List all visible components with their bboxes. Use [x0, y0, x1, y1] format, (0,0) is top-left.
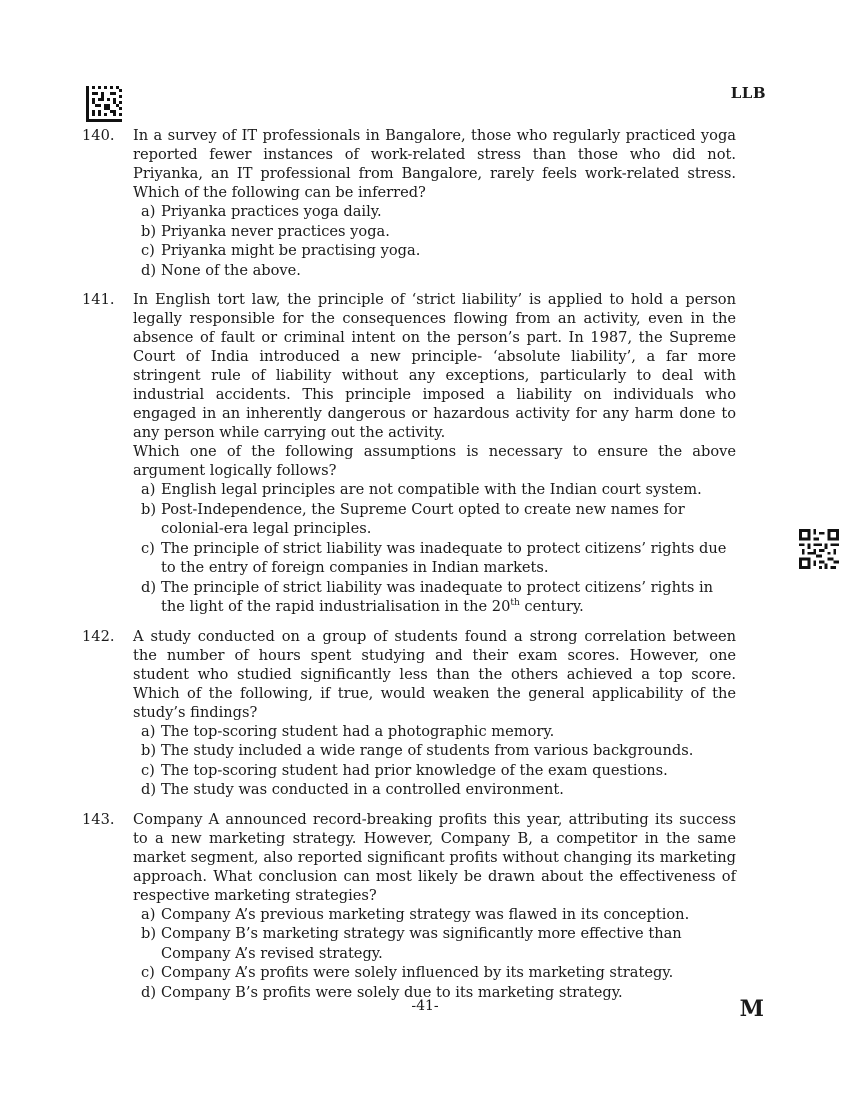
option-text: The top-scoring student had prior knowledge of the exam questions. — [161, 761, 668, 779]
option-c[interactable]: c) The principle of strict liability was inadequate to protect citizens’ rights due to the entry of foreign companies in Indian markets. — [141, 539, 727, 576]
option-b[interactable]: b) The study included a wide range of students from various backgrounds. — [141, 742, 694, 759]
option-text: Company B’s marketing strategy was significantly more effective than Company A’s revised strategy. — [161, 925, 682, 962]
option-c[interactable]: c) Company A’s profits were solely influenced by its marketing strategy. — [141, 964, 674, 981]
option-b[interactable]: b) Priyanka never practices yoga. — [141, 222, 390, 240]
qr-code-icon — [799, 529, 839, 569]
question-number: 142. — [82, 627, 115, 645]
question-text: A study conducted on a group of students found a strong correlation between the number of hours spent studying and their exam scores. However, one student who studied significantly less than the others achieved a top score. Which of the following, if true, would weaken the general applicability of the study’s findings? — [133, 627, 736, 721]
option-text: The principle of strict liability was inadequate to protect citizens’ rights in the light of the rapid industrialisation in the 20 — [161, 578, 714, 615]
option-a[interactable]: a) Company A’s previous marketing strategy was flawed in its conception. — [141, 905, 690, 923]
option-d[interactable]: d) The principle of strict liability was inadequate to protect citizens’ rights in the light of the rapid industrialisation in the 20th century. — [141, 578, 714, 615]
question-text: In English tort law, the principle of ‘strict liability’ is applied to hold a person legally responsible for the consequences flowing from an activity, even in the absence of fault or criminal intent on the person’s part. In 1987, the Supreme Court of India introduced a new principle- ‘absolute liability’, a far more stringent rule of liability without any exceptions, particularly to deal with industrial accidents. This principle imposed a liability on individuals who engaged in an inherently dangerous or hazardous activity for any harm done to any person while carrying out the activity. — [133, 291, 736, 441]
option-list — [133, 480, 736, 617]
option-text: Priyanka practices yoga daily. — [161, 203, 382, 220]
option-text: Company B’s profits were solely due to its marketing strategy. — [161, 983, 623, 1001]
option-text: Company A’s previous marketing strategy was flawed in its conception. — [161, 905, 690, 923]
option-a[interactable]: a) The top-scoring student had a photographic memory. — [141, 722, 555, 740]
option-a[interactable]: a) English legal principles are not compatible with the Indian court system. — [141, 481, 702, 498]
set-code: M — [739, 996, 764, 1022]
question-142 — [82, 627, 736, 800]
question-143 — [82, 810, 736, 1003]
question-number: 141. — [82, 291, 115, 308]
option-text: English legal principles are not compatible with the Indian court system. — [161, 481, 702, 498]
option-d[interactable]: d) None of the above. — [141, 261, 301, 279]
question-text: In a survey of IT professionals in Bangalore, those who regularly practiced yoga reported fewer instances of work-related stress than those who did not. Priyanka, an IT professional from Bangalore, rarely feels work-related stress. Which of the following can be inferred? — [133, 127, 736, 201]
question-number: 143. — [82, 810, 115, 828]
option-a[interactable]: a) Priyanka practices yoga daily. — [141, 203, 382, 220]
option-text: The top-scoring student had a photographic memory. — [161, 722, 555, 740]
option-c[interactable]: c) Priyanka might be practising yoga. — [141, 242, 421, 259]
option-text: Post-Independence, the Supreme Court opted to create new names for colonial-era legal principles. — [161, 500, 685, 537]
option-b[interactable]: b) Post-Independence, the Supreme Court opted to create new names for colonial-era legal principles. — [141, 500, 685, 537]
option-c[interactable]: c) The top-scoring student had prior knowledge of the exam questions. — [141, 761, 668, 779]
question-text: Company A announced record-breaking profits this year, attributing its success to a new marketing strategy. However, Company B, a competitor in the same market segment, also reported significant profits without changing its marketing approach. What conclusion can most likely be drawn about the effectiveness of respective marketing strategies? — [133, 810, 736, 904]
option-list — [133, 722, 736, 800]
question-number: 140. — [82, 127, 115, 144]
question-140 — [82, 126, 736, 280]
option-text: The principle of strict liability was inadequate to protect citizens’ rights due to the entry of foreign companies in Indian markets. — [161, 539, 727, 576]
option-text: Priyanka never practices yoga. — [161, 222, 390, 240]
option-text: Company A’s profits were solely influenced by its marketing strategy. — [161, 964, 674, 981]
option-text-end: century. — [519, 598, 584, 615]
option-list — [133, 905, 736, 1003]
option-text: Priyanka might be practising yoga. — [161, 242, 421, 259]
option-list — [133, 202, 736, 280]
question-141 — [82, 290, 736, 617]
option-text: The study was conducted in a controlled environment. — [161, 781, 564, 798]
option-text: None of the above. — [161, 261, 301, 279]
question-prompt: Which one of the following assumptions is necessary to ensure the above argument logically follows? — [133, 443, 736, 479]
option-d[interactable]: d) The study was conducted in a controlled environment. — [141, 781, 564, 798]
page-number: -41- — [411, 998, 439, 1014]
datamatrix-code-icon — [86, 86, 122, 122]
question-list — [82, 126, 736, 1012]
superscript: th — [510, 598, 520, 609]
option-d[interactable]: d) Company B’s profits were solely due to its marketing strategy. — [141, 983, 623, 1001]
paper-code: LLB — [730, 84, 766, 102]
option-text: The study included a wide range of students from various backgrounds. — [161, 742, 694, 759]
option-b[interactable]: b) Company B’s marketing strategy was significantly more effective than Company A’s revised strategy. — [141, 925, 682, 962]
